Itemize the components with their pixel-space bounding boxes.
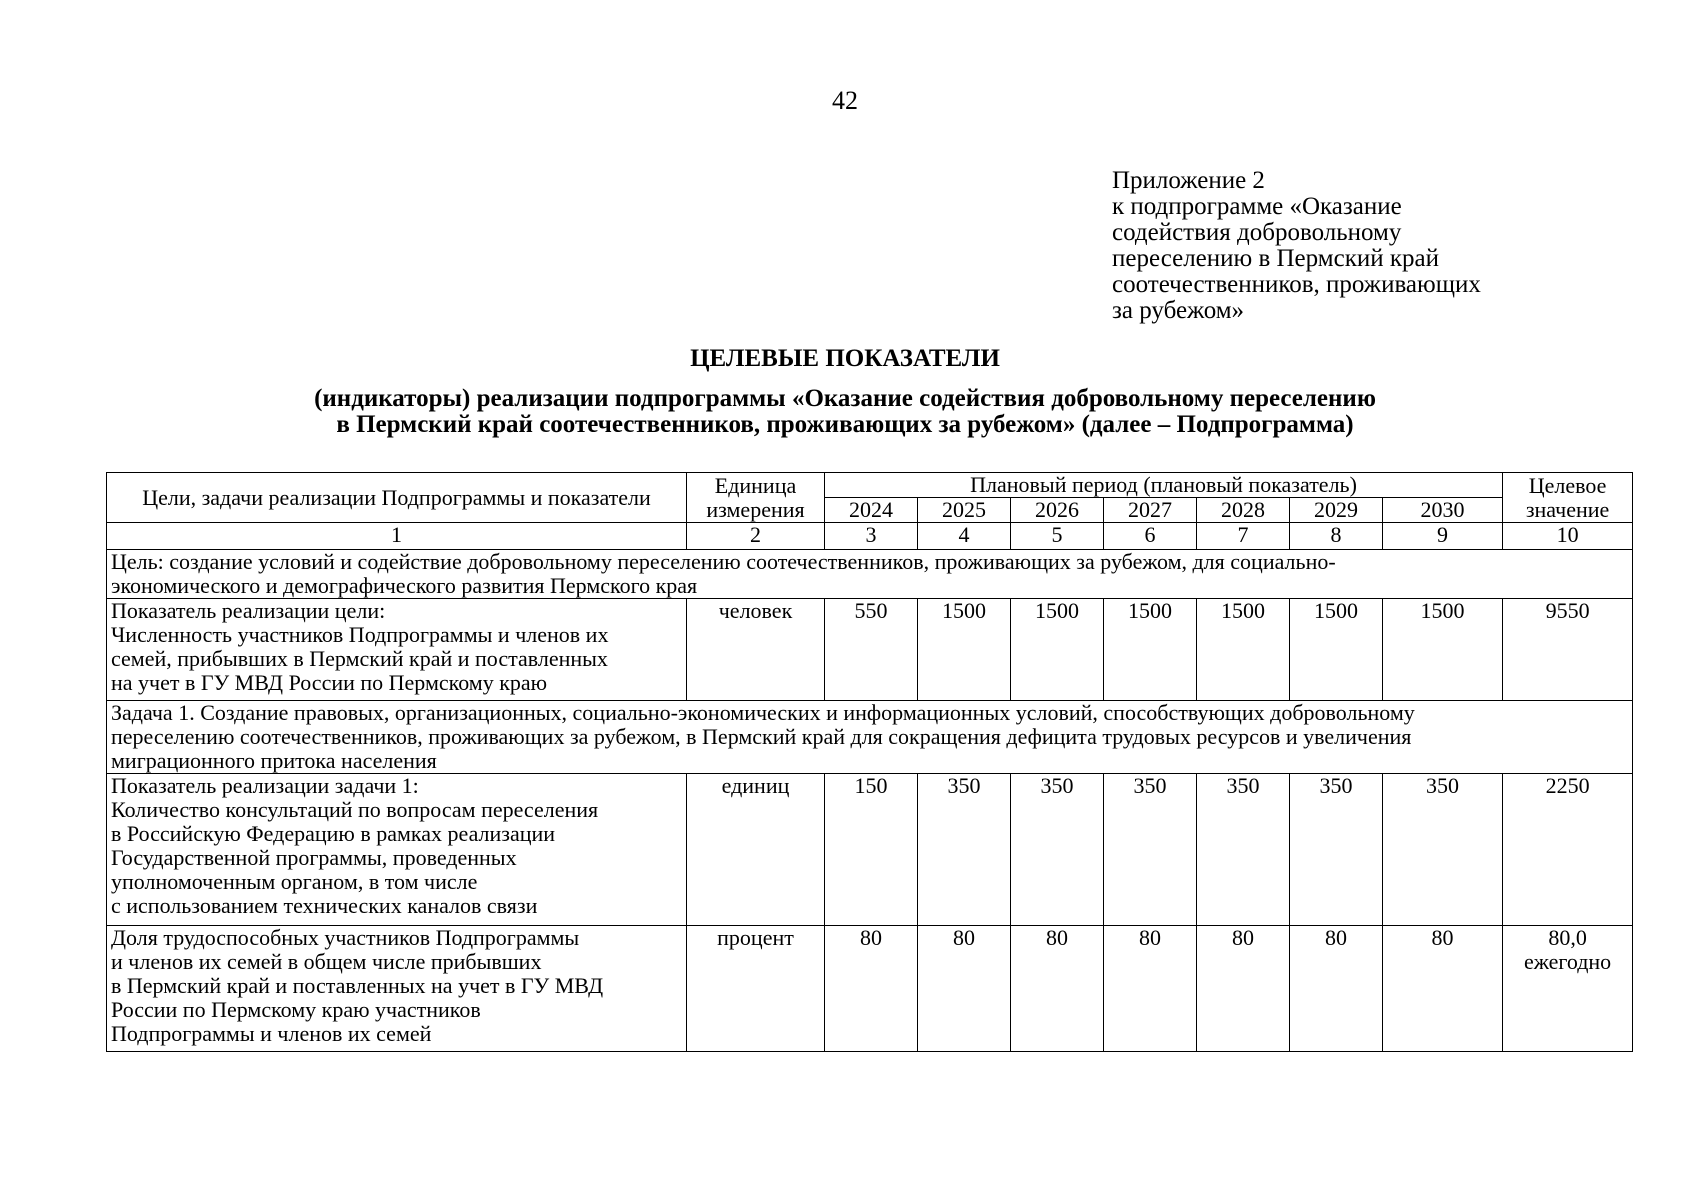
- header-year: 2029: [1290, 498, 1383, 523]
- header-goals: Цели, задачи реализации Подпрограммы и показатели: [107, 473, 687, 523]
- goal-line: Цель: создание условий и содействие добровольному переселению соотечественников, проживающих за рубежом, для социально-: [111, 549, 1336, 574]
- description-line: России по Пермскому краю участников: [111, 997, 481, 1022]
- header-period: Плановый период (плановый показатель): [825, 473, 1503, 498]
- header-row: [107, 473, 1633, 498]
- column-number: 10: [1503, 523, 1633, 550]
- indicator-description: [107, 774, 687, 926]
- target-cell: 2250: [1503, 774, 1633, 926]
- document-subtitle: [0, 386, 1690, 438]
- goal-row: [107, 550, 1633, 599]
- table-row: [107, 599, 1633, 701]
- task-line: миграционного притока населения: [111, 748, 437, 773]
- task-line: переселению соотечественников, проживающих за рубежом, в Пермский край для сокращения дефицита трудовых ресурсов и увеличения: [111, 724, 1412, 749]
- value-cell: 350: [1197, 774, 1290, 926]
- header-year: 2028: [1197, 498, 1290, 523]
- target-cell: [1503, 926, 1633, 1052]
- header-target-line: значение: [1525, 496, 1610, 522]
- appendix-reference: [1112, 168, 1481, 324]
- column-number: 8: [1290, 523, 1383, 550]
- value-cell: 80: [1290, 926, 1383, 1052]
- value-cell: 350: [1011, 774, 1104, 926]
- column-number: 1: [107, 523, 687, 550]
- value-cell: 80: [1104, 926, 1197, 1052]
- value-cell: 1500: [1197, 599, 1290, 701]
- description-line: семей, прибывших в Пермский край и поставленных: [111, 646, 608, 671]
- value-cell: 1500: [1383, 599, 1503, 701]
- header-unit: [687, 473, 825, 523]
- appendix-line: переселению в Пермский край: [1112, 245, 1439, 272]
- value-cell: 1500: [1011, 599, 1104, 701]
- indicators-table: [106, 472, 1633, 1052]
- value-cell: 550: [825, 599, 918, 701]
- unit-cell: человек: [687, 599, 825, 701]
- column-numbers-row: [107, 523, 1633, 550]
- value-cell: 80: [1011, 926, 1104, 1052]
- header-target-line: Целевое: [1528, 472, 1607, 498]
- value-cell: 1500: [918, 599, 1011, 701]
- value-cell: 80: [1383, 926, 1503, 1052]
- value-cell: 350: [918, 774, 1011, 926]
- description-line: уполномоченным органом, в том числе: [111, 869, 478, 894]
- header-unit-line: Единица: [714, 472, 797, 498]
- value-cell: 150: [825, 774, 918, 926]
- value-cell: 350: [1383, 774, 1503, 926]
- document-title: ЦЕЛЕВЫЕ ПОКАЗАТЕЛИ: [690, 345, 1000, 372]
- description-line: Показатель реализации задачи 1:: [111, 773, 419, 798]
- goal-cell: [107, 550, 1633, 599]
- description-line: с использованием технических каналов связи: [111, 893, 538, 918]
- page-number: 42: [832, 86, 858, 115]
- task-line: Задача 1. Создание правовых, организационных, социально-экономических и информационных условий, способствующих добровольному: [111, 700, 1415, 725]
- header-unit-line: измерения: [706, 496, 805, 522]
- column-number: 2: [687, 523, 825, 550]
- column-number: 5: [1011, 523, 1104, 550]
- subtitle-line: (индикаторы) реализации подпрограммы «Оказание содействия добровольному переселению: [314, 385, 1376, 412]
- appendix-line: соотечественников, проживающих: [1112, 271, 1481, 298]
- target-cell: 9550: [1503, 599, 1633, 701]
- appendix-line: Приложение 2: [1112, 167, 1265, 194]
- value-cell: 80: [1197, 926, 1290, 1052]
- header-year: 2024: [825, 498, 918, 523]
- description-line: Государственной программы, проведенных: [111, 845, 517, 870]
- value-cell: 350: [1290, 774, 1383, 926]
- description-line: Количество консультаций по вопросам переселения: [111, 797, 599, 822]
- appendix-line: к подпрограмме «Оказание: [1112, 193, 1402, 220]
- description-line: Доля трудоспособных участников Подпрограммы: [111, 925, 580, 950]
- header-year: 2030: [1383, 498, 1503, 523]
- description-line: и членов их семей в общем числе прибывших: [111, 949, 542, 974]
- indicator-description: [107, 599, 687, 701]
- column-number: 4: [918, 523, 1011, 550]
- table-row: [107, 774, 1633, 926]
- column-number: 9: [1383, 523, 1503, 550]
- unit-cell: единиц: [687, 774, 825, 926]
- column-number: 6: [1104, 523, 1197, 550]
- description-line: на учет в ГУ МВД России по Пермскому краю: [111, 670, 548, 695]
- description-line: в Российскую Федерацию в рамках реализации: [111, 821, 556, 846]
- description-line: в Пермский край и поставленных на учет в ГУ МВД: [111, 973, 604, 998]
- header-year: 2025: [918, 498, 1011, 523]
- target-line: ежегодно: [1523, 949, 1612, 974]
- description-line: Подпрограммы и членов их семей: [111, 1021, 432, 1046]
- table-row: [107, 926, 1633, 1052]
- appendix-line: за рубежом»: [1112, 297, 1245, 324]
- subtitle-line: в Пермский край соотечественников, проживающих за рубежом» (далее – Подпрограмма): [336, 411, 1354, 438]
- column-number: 7: [1197, 523, 1290, 550]
- goal-line: экономического и демографического развития Пермского края: [111, 573, 698, 598]
- description-line: Численность участников Подпрограммы и членов их: [111, 622, 609, 647]
- unit-cell: процент: [687, 926, 825, 1052]
- task-row: [107, 701, 1633, 774]
- indicator-description: [107, 926, 687, 1052]
- value-cell: 80: [825, 926, 918, 1052]
- value-cell: 1500: [1104, 599, 1197, 701]
- appendix-line: содействия добровольному: [1112, 219, 1402, 246]
- header-target: [1503, 473, 1633, 523]
- value-cell: 1500: [1290, 599, 1383, 701]
- header-year: 2026: [1011, 498, 1104, 523]
- description-line: Показатель реализации цели:: [111, 598, 386, 623]
- column-number: 3: [825, 523, 918, 550]
- header-year: 2027: [1104, 498, 1197, 523]
- task-cell: [107, 701, 1633, 774]
- value-cell: 350: [1104, 774, 1197, 926]
- target-line: 80,0: [1548, 925, 1587, 950]
- value-cell: 80: [918, 926, 1011, 1052]
